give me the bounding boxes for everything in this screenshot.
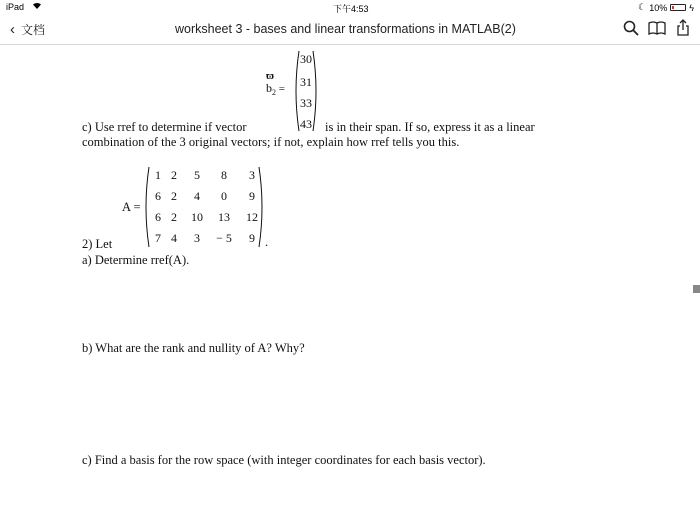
matrix-cell: 10 xyxy=(191,210,203,224)
vector-b2 xyxy=(292,49,320,133)
q2-let: 2) Let xyxy=(82,237,113,251)
device-label: iPad xyxy=(6,2,25,12)
matrix-cell: 8 xyxy=(221,168,227,182)
matrix-cell: 2 xyxy=(171,168,177,182)
matrix-cell: 4 xyxy=(171,231,177,245)
matrix-cell: 13 xyxy=(218,210,230,224)
document-page xyxy=(0,45,700,525)
q1c-line2: combination of the 3 original vectors; if not, explain how rref tells you this. xyxy=(82,135,460,149)
matrix-cell: 3 xyxy=(194,231,200,245)
moon-icon: ☾ xyxy=(638,2,647,12)
chevron-left-icon: ‹ xyxy=(10,20,15,38)
overbar-w-icon: ϖ xyxy=(266,70,275,82)
q1c-line1-end: is in their span. If so, express it as a linear xyxy=(325,120,535,134)
matrix-cell: 2 xyxy=(171,210,177,224)
matrix-cell: 2 xyxy=(171,189,177,203)
q2b: b) What are the rank and nullity of A? Why? xyxy=(82,341,305,355)
battery-indicator xyxy=(638,2,694,13)
battery-percent: 10% xyxy=(649,2,668,13)
matrix-cell: − 5 xyxy=(216,231,232,245)
vector-equals: = xyxy=(278,83,285,95)
matrix-cell: 12 xyxy=(246,210,258,224)
matrix-cell: 0 xyxy=(221,189,227,203)
matrix-cell: 7 xyxy=(155,231,161,245)
charging-icon: ϟ xyxy=(689,2,694,13)
matrix-cell: 3 xyxy=(249,168,255,182)
scroll-indicator[interactable] xyxy=(693,285,700,293)
matrix-a xyxy=(142,165,269,249)
back-button[interactable] xyxy=(10,21,45,38)
vector-symbol: b xyxy=(266,81,272,95)
q2a: a) Determine rref(A). xyxy=(82,253,190,267)
matrix-cell: 1 xyxy=(155,168,161,182)
document-title: worksheet 3 - bases and linear transformations in MATLAB(2) xyxy=(175,22,516,36)
vector-entry: 31 xyxy=(300,75,312,89)
matrix-cell: 9 xyxy=(249,231,255,245)
status-time: 下午4:53 xyxy=(333,4,369,14)
vector-entry: 30 xyxy=(300,52,312,66)
vector-b2-label xyxy=(266,72,285,97)
vector-entry: 33 xyxy=(300,96,312,110)
matrix-cell: 9 xyxy=(249,189,255,203)
back-label: 文档 xyxy=(21,23,46,37)
matrix-cell: 5 xyxy=(194,168,200,182)
matrix-label: A = xyxy=(122,200,141,214)
navigation-bar xyxy=(0,14,700,45)
q2c: c) Find a basis for the row space (with integer coordinates for each basis vector). xyxy=(82,453,486,467)
battery-icon xyxy=(670,4,686,11)
toolbar xyxy=(622,19,692,37)
matrix-cell: 4 xyxy=(194,189,200,203)
matrix-cell: 6 xyxy=(155,210,161,224)
book-icon[interactable] xyxy=(648,19,666,37)
matrix-period: . xyxy=(265,235,269,249)
vector-subscript: 2 xyxy=(272,88,276,98)
wifi-icon xyxy=(32,1,42,12)
q1c-line1-start: c) Use rref to determine if vector xyxy=(82,120,247,134)
status-bar xyxy=(0,0,700,14)
share-icon[interactable] xyxy=(674,19,692,37)
matrix-cell: 6 xyxy=(155,189,161,203)
vector-entry: 43 xyxy=(300,117,312,131)
search-icon[interactable] xyxy=(622,19,640,37)
